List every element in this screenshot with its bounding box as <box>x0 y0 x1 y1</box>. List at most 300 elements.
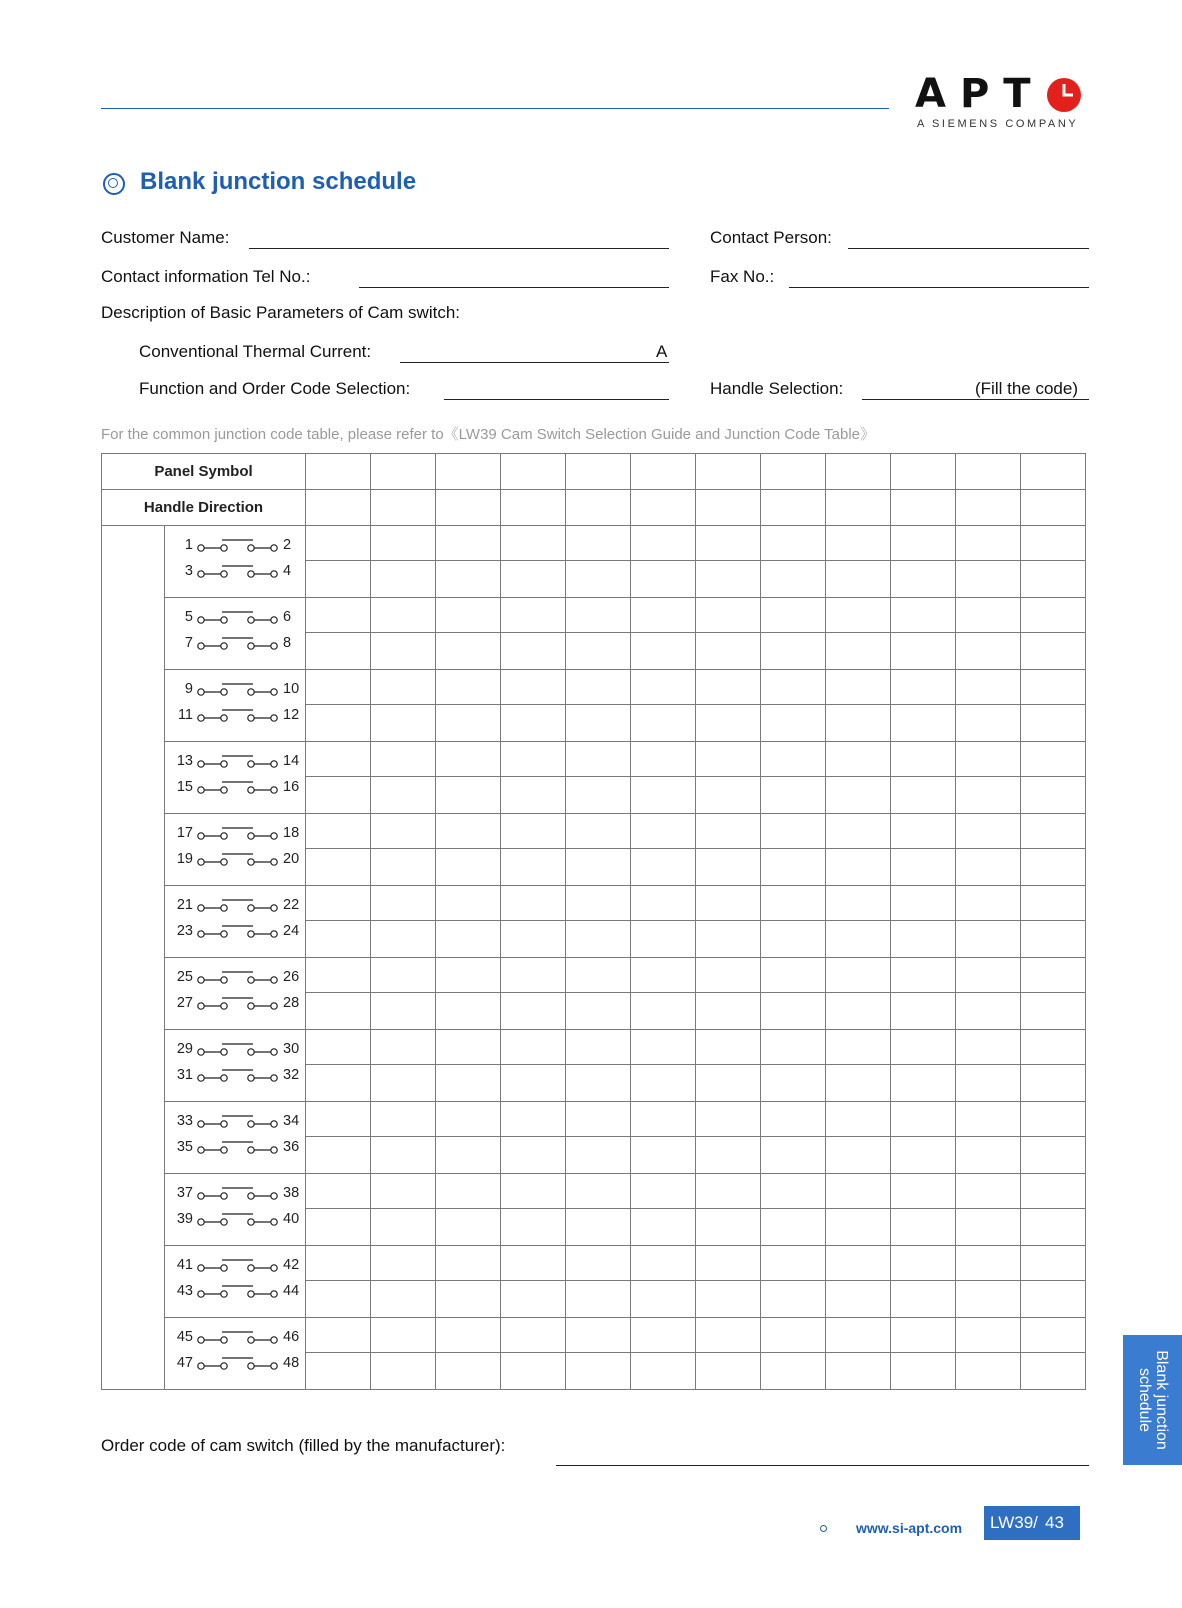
schedule-cell[interactable] <box>696 1318 761 1353</box>
schedule-cell[interactable] <box>436 849 501 886</box>
schedule-cell[interactable] <box>306 1281 371 1318</box>
schedule-cell[interactable] <box>761 1102 826 1137</box>
schedule-cell[interactable] <box>761 561 826 598</box>
schedule-cell[interactable] <box>436 1318 501 1353</box>
schedule-cell[interactable] <box>371 1030 436 1065</box>
schedule-cell[interactable] <box>306 1246 371 1281</box>
schedule-cell[interactable] <box>1021 958 1086 993</box>
schedule-cell[interactable] <box>696 1174 761 1209</box>
schedule-cell[interactable] <box>826 633 891 670</box>
schedule-cell[interactable] <box>696 1353 761 1390</box>
schedule-cell[interactable] <box>891 561 956 598</box>
schedule-cell[interactable] <box>696 670 761 705</box>
schedule-cell[interactable] <box>696 633 761 670</box>
schedule-cell[interactable] <box>371 921 436 958</box>
schedule-cell[interactable] <box>631 777 696 814</box>
schedule-cell[interactable] <box>631 1209 696 1246</box>
schedule-cell[interactable] <box>1021 1174 1086 1209</box>
schedule-cell[interactable] <box>371 1174 436 1209</box>
schedule-cell[interactable] <box>501 993 566 1030</box>
schedule-cell[interactable] <box>631 490 696 526</box>
schedule-cell[interactable] <box>436 526 501 561</box>
schedule-cell[interactable] <box>436 1209 501 1246</box>
schedule-cell[interactable] <box>436 598 501 633</box>
schedule-cell[interactable] <box>761 1030 826 1065</box>
schedule-cell[interactable] <box>826 490 891 526</box>
schedule-cell[interactable] <box>891 993 956 1030</box>
schedule-cell[interactable] <box>631 886 696 921</box>
schedule-cell[interactable] <box>566 777 631 814</box>
schedule-cell[interactable] <box>371 1102 436 1137</box>
schedule-cell[interactable] <box>306 1065 371 1102</box>
schedule-cell[interactable] <box>696 993 761 1030</box>
schedule-cell[interactable] <box>501 705 566 742</box>
schedule-cell[interactable] <box>761 886 826 921</box>
schedule-cell[interactable] <box>436 777 501 814</box>
schedule-cell[interactable] <box>891 526 956 561</box>
schedule-cell[interactable] <box>371 849 436 886</box>
schedule-cell[interactable] <box>956 705 1021 742</box>
schedule-cell[interactable] <box>696 777 761 814</box>
schedule-cell[interactable] <box>371 705 436 742</box>
schedule-cell[interactable] <box>891 886 956 921</box>
schedule-cell[interactable] <box>566 921 631 958</box>
schedule-cell[interactable] <box>631 1174 696 1209</box>
schedule-cell[interactable] <box>501 1174 566 1209</box>
schedule-cell[interactable] <box>501 670 566 705</box>
schedule-cell[interactable] <box>566 598 631 633</box>
schedule-cell[interactable] <box>1021 921 1086 958</box>
schedule-cell[interactable] <box>956 490 1021 526</box>
schedule-cell[interactable] <box>501 490 566 526</box>
footer-url[interactable]: www.si-apt.com <box>856 1520 963 1536</box>
schedule-cell[interactable] <box>696 1102 761 1137</box>
schedule-cell[interactable] <box>826 1246 891 1281</box>
schedule-cell[interactable] <box>696 705 761 742</box>
schedule-cell[interactable] <box>566 490 631 526</box>
schedule-cell[interactable] <box>306 921 371 958</box>
schedule-cell[interactable] <box>306 670 371 705</box>
schedule-cell[interactable] <box>371 993 436 1030</box>
schedule-cell[interactable] <box>501 886 566 921</box>
schedule-cell[interactable] <box>696 454 761 490</box>
schedule-cell[interactable] <box>631 1281 696 1318</box>
schedule-cell[interactable] <box>761 1209 826 1246</box>
schedule-cell[interactable] <box>826 598 891 633</box>
schedule-cell[interactable] <box>306 958 371 993</box>
schedule-cell[interactable] <box>371 1318 436 1353</box>
schedule-cell[interactable] <box>436 1281 501 1318</box>
schedule-cell[interactable] <box>1021 1318 1086 1353</box>
schedule-cell[interactable] <box>761 633 826 670</box>
schedule-cell[interactable] <box>1021 670 1086 705</box>
schedule-cell[interactable] <box>631 921 696 958</box>
schedule-cell[interactable] <box>696 1246 761 1281</box>
schedule-cell[interactable] <box>566 454 631 490</box>
schedule-cell[interactable] <box>891 1209 956 1246</box>
schedule-cell[interactable] <box>826 849 891 886</box>
schedule-cell[interactable] <box>566 1281 631 1318</box>
schedule-cell[interactable] <box>371 561 436 598</box>
schedule-cell[interactable] <box>826 561 891 598</box>
schedule-cell[interactable] <box>631 1065 696 1102</box>
schedule-cell[interactable] <box>1021 886 1086 921</box>
schedule-cell[interactable] <box>631 1102 696 1137</box>
schedule-cell[interactable] <box>306 849 371 886</box>
schedule-cell[interactable] <box>696 849 761 886</box>
schedule-cell[interactable] <box>891 1318 956 1353</box>
schedule-cell[interactable] <box>371 454 436 490</box>
schedule-cell[interactable] <box>696 598 761 633</box>
schedule-cell[interactable] <box>631 454 696 490</box>
schedule-cell[interactable] <box>956 454 1021 490</box>
schedule-cell[interactable] <box>631 1246 696 1281</box>
schedule-cell[interactable] <box>826 1065 891 1102</box>
schedule-cell[interactable] <box>761 921 826 958</box>
schedule-cell[interactable] <box>436 561 501 598</box>
schedule-cell[interactable] <box>306 1174 371 1209</box>
schedule-cell[interactable] <box>501 958 566 993</box>
schedule-cell[interactable] <box>436 1353 501 1390</box>
schedule-cell[interactable] <box>436 921 501 958</box>
schedule-cell[interactable] <box>501 1353 566 1390</box>
schedule-cell[interactable] <box>631 1030 696 1065</box>
schedule-cell[interactable] <box>436 742 501 777</box>
schedule-cell[interactable] <box>1021 454 1086 490</box>
schedule-cell[interactable] <box>566 958 631 993</box>
schedule-cell[interactable] <box>501 1137 566 1174</box>
schedule-cell[interactable] <box>371 1281 436 1318</box>
schedule-cell[interactable] <box>956 814 1021 849</box>
schedule-cell[interactable] <box>631 705 696 742</box>
schedule-cell[interactable] <box>826 1353 891 1390</box>
schedule-cell[interactable] <box>631 670 696 705</box>
schedule-cell[interactable] <box>306 742 371 777</box>
schedule-cell[interactable] <box>826 1281 891 1318</box>
schedule-cell[interactable] <box>956 993 1021 1030</box>
schedule-cell[interactable] <box>306 1353 371 1390</box>
schedule-cell[interactable] <box>566 705 631 742</box>
schedule-cell[interactable] <box>761 1246 826 1281</box>
contact-person-field[interactable] <box>848 228 1089 249</box>
schedule-cell[interactable] <box>631 561 696 598</box>
schedule-cell[interactable] <box>371 814 436 849</box>
schedule-cell[interactable] <box>696 814 761 849</box>
schedule-cell[interactable] <box>696 561 761 598</box>
schedule-cell[interactable] <box>956 886 1021 921</box>
schedule-cell[interactable] <box>436 670 501 705</box>
schedule-cell[interactable] <box>566 1102 631 1137</box>
schedule-cell[interactable] <box>566 849 631 886</box>
schedule-cell[interactable] <box>566 814 631 849</box>
schedule-cell[interactable] <box>696 886 761 921</box>
schedule-cell[interactable] <box>631 1318 696 1353</box>
schedule-cell[interactable] <box>696 742 761 777</box>
schedule-cell[interactable] <box>501 849 566 886</box>
schedule-cell[interactable] <box>956 1246 1021 1281</box>
schedule-cell[interactable] <box>956 958 1021 993</box>
schedule-cell[interactable] <box>1021 1065 1086 1102</box>
schedule-cell[interactable] <box>1021 1030 1086 1065</box>
schedule-cell[interactable] <box>761 1281 826 1318</box>
schedule-cell[interactable] <box>436 958 501 993</box>
schedule-cell[interactable] <box>696 1281 761 1318</box>
schedule-cell[interactable] <box>891 1030 956 1065</box>
schedule-cell[interactable] <box>566 526 631 561</box>
schedule-cell[interactable] <box>1021 993 1086 1030</box>
schedule-cell[interactable] <box>436 1030 501 1065</box>
schedule-cell[interactable] <box>306 1102 371 1137</box>
schedule-cell[interactable] <box>826 670 891 705</box>
schedule-cell[interactable] <box>761 670 826 705</box>
schedule-cell[interactable] <box>826 742 891 777</box>
schedule-cell[interactable] <box>956 1102 1021 1137</box>
schedule-cell[interactable] <box>566 993 631 1030</box>
schedule-cell[interactable] <box>891 742 956 777</box>
schedule-cell[interactable] <box>566 886 631 921</box>
schedule-cell[interactable] <box>956 1318 1021 1353</box>
schedule-cell[interactable] <box>631 526 696 561</box>
schedule-cell[interactable] <box>1021 1209 1086 1246</box>
schedule-cell[interactable] <box>956 1209 1021 1246</box>
schedule-cell[interactable] <box>566 1246 631 1281</box>
schedule-cell[interactable] <box>826 705 891 742</box>
schedule-cell[interactable] <box>436 490 501 526</box>
schedule-cell[interactable] <box>1021 1281 1086 1318</box>
schedule-cell[interactable] <box>891 921 956 958</box>
schedule-cell[interactable] <box>761 849 826 886</box>
schedule-cell[interactable] <box>956 777 1021 814</box>
schedule-cell[interactable] <box>761 1174 826 1209</box>
schedule-cell[interactable] <box>631 993 696 1030</box>
schedule-cell[interactable] <box>1021 849 1086 886</box>
schedule-cell[interactable] <box>956 1281 1021 1318</box>
schedule-cell[interactable] <box>1021 598 1086 633</box>
schedule-cell[interactable] <box>631 633 696 670</box>
schedule-cell[interactable] <box>566 1318 631 1353</box>
schedule-cell[interactable] <box>501 526 566 561</box>
schedule-cell[interactable] <box>371 958 436 993</box>
schedule-cell[interactable] <box>956 849 1021 886</box>
schedule-cell[interactable] <box>696 526 761 561</box>
schedule-cell[interactable] <box>306 454 371 490</box>
schedule-cell[interactable] <box>1021 490 1086 526</box>
schedule-cell[interactable] <box>566 742 631 777</box>
schedule-cell[interactable] <box>891 1102 956 1137</box>
schedule-cell[interactable] <box>1021 742 1086 777</box>
schedule-cell[interactable] <box>501 1065 566 1102</box>
schedule-cell[interactable] <box>761 993 826 1030</box>
schedule-cell[interactable] <box>501 1209 566 1246</box>
schedule-cell[interactable] <box>891 1174 956 1209</box>
schedule-cell[interactable] <box>501 921 566 958</box>
schedule-cell[interactable] <box>826 1174 891 1209</box>
schedule-cell[interactable] <box>956 670 1021 705</box>
schedule-cell[interactable] <box>1021 1137 1086 1174</box>
schedule-cell[interactable] <box>436 886 501 921</box>
schedule-cell[interactable] <box>761 1065 826 1102</box>
schedule-cell[interactable] <box>891 598 956 633</box>
schedule-cell[interactable] <box>371 1137 436 1174</box>
schedule-cell[interactable] <box>631 814 696 849</box>
schedule-cell[interactable] <box>306 993 371 1030</box>
schedule-cell[interactable] <box>501 1246 566 1281</box>
schedule-cell[interactable] <box>1021 561 1086 598</box>
schedule-cell[interactable] <box>371 742 436 777</box>
schedule-cell[interactable] <box>956 1174 1021 1209</box>
schedule-cell[interactable] <box>956 1353 1021 1390</box>
schedule-cell[interactable] <box>501 1030 566 1065</box>
schedule-cell[interactable] <box>371 670 436 705</box>
schedule-cell[interactable] <box>826 777 891 814</box>
fax-field[interactable] <box>789 267 1089 288</box>
schedule-cell[interactable] <box>371 1246 436 1281</box>
schedule-cell[interactable] <box>566 1174 631 1209</box>
schedule-cell[interactable] <box>501 814 566 849</box>
schedule-cell[interactable] <box>696 958 761 993</box>
schedule-cell[interactable] <box>891 1065 956 1102</box>
schedule-cell[interactable] <box>761 777 826 814</box>
schedule-cell[interactable] <box>501 633 566 670</box>
schedule-cell[interactable] <box>566 1209 631 1246</box>
schedule-cell[interactable] <box>501 598 566 633</box>
schedule-cell[interactable] <box>891 633 956 670</box>
schedule-cell[interactable] <box>891 958 956 993</box>
schedule-cell[interactable] <box>1021 1353 1086 1390</box>
schedule-cell[interactable] <box>371 1065 436 1102</box>
schedule-cell[interactable] <box>501 777 566 814</box>
schedule-cell[interactable] <box>956 561 1021 598</box>
schedule-cell[interactable] <box>956 1137 1021 1174</box>
schedule-cell[interactable] <box>631 1137 696 1174</box>
schedule-cell[interactable] <box>371 490 436 526</box>
schedule-cell[interactable] <box>1021 705 1086 742</box>
schedule-cell[interactable] <box>306 886 371 921</box>
schedule-cell[interactable] <box>891 814 956 849</box>
schedule-cell[interactable] <box>501 561 566 598</box>
schedule-cell[interactable] <box>826 1030 891 1065</box>
schedule-cell[interactable] <box>306 777 371 814</box>
schedule-cell[interactable] <box>566 633 631 670</box>
schedule-cell[interactable] <box>696 1065 761 1102</box>
schedule-cell[interactable] <box>956 921 1021 958</box>
schedule-cell[interactable] <box>436 814 501 849</box>
schedule-cell[interactable] <box>826 1209 891 1246</box>
schedule-cell[interactable] <box>891 1281 956 1318</box>
schedule-cell[interactable] <box>566 670 631 705</box>
schedule-cell[interactable] <box>956 526 1021 561</box>
schedule-cell[interactable] <box>891 777 956 814</box>
schedule-cell[interactable] <box>306 598 371 633</box>
schedule-cell[interactable] <box>631 849 696 886</box>
schedule-cell[interactable] <box>1021 526 1086 561</box>
schedule-cell[interactable] <box>566 1030 631 1065</box>
schedule-cell[interactable] <box>1021 1246 1086 1281</box>
schedule-cell[interactable] <box>761 598 826 633</box>
schedule-cell[interactable] <box>1021 814 1086 849</box>
schedule-cell[interactable] <box>761 1137 826 1174</box>
thermal-current-field[interactable] <box>400 342 669 363</box>
schedule-cell[interactable] <box>501 454 566 490</box>
schedule-cell[interactable] <box>826 958 891 993</box>
schedule-cell[interactable] <box>761 1353 826 1390</box>
schedule-cell[interactable] <box>371 1209 436 1246</box>
schedule-cell[interactable] <box>826 1318 891 1353</box>
schedule-cell[interactable] <box>956 1065 1021 1102</box>
schedule-cell[interactable] <box>696 490 761 526</box>
schedule-cell[interactable] <box>436 1137 501 1174</box>
schedule-cell[interactable] <box>306 1137 371 1174</box>
schedule-cell[interactable] <box>566 1065 631 1102</box>
schedule-cell[interactable] <box>501 1102 566 1137</box>
schedule-cell[interactable] <box>501 1281 566 1318</box>
schedule-cell[interactable] <box>1021 777 1086 814</box>
schedule-cell[interactable] <box>761 742 826 777</box>
schedule-cell[interactable] <box>371 1353 436 1390</box>
schedule-cell[interactable] <box>891 1137 956 1174</box>
schedule-cell[interactable] <box>696 1030 761 1065</box>
schedule-cell[interactable] <box>371 777 436 814</box>
schedule-cell[interactable] <box>566 1353 631 1390</box>
schedule-cell[interactable] <box>761 454 826 490</box>
schedule-cell[interactable] <box>306 633 371 670</box>
schedule-cell[interactable] <box>306 705 371 742</box>
schedule-cell[interactable] <box>371 526 436 561</box>
schedule-cell[interactable] <box>306 1318 371 1353</box>
schedule-cell[interactable] <box>501 742 566 777</box>
schedule-cell[interactable] <box>436 993 501 1030</box>
schedule-cell[interactable] <box>371 598 436 633</box>
schedule-cell[interactable] <box>826 886 891 921</box>
schedule-cell[interactable] <box>826 526 891 561</box>
schedule-cell[interactable] <box>306 561 371 598</box>
schedule-cell[interactable] <box>761 490 826 526</box>
schedule-cell[interactable] <box>891 1246 956 1281</box>
schedule-cell[interactable] <box>631 598 696 633</box>
function-code-field[interactable] <box>444 379 669 400</box>
schedule-cell[interactable] <box>371 886 436 921</box>
schedule-cell[interactable] <box>1021 633 1086 670</box>
schedule-cell[interactable] <box>956 598 1021 633</box>
schedule-cell[interactable] <box>306 526 371 561</box>
schedule-cell[interactable] <box>1021 1102 1086 1137</box>
schedule-cell[interactable] <box>761 526 826 561</box>
schedule-cell[interactable] <box>891 670 956 705</box>
tel-field[interactable] <box>359 267 669 288</box>
schedule-cell[interactable] <box>436 1246 501 1281</box>
schedule-cell[interactable] <box>696 1209 761 1246</box>
schedule-cell[interactable] <box>826 454 891 490</box>
schedule-cell[interactable] <box>696 1137 761 1174</box>
schedule-cell[interactable] <box>761 958 826 993</box>
schedule-cell[interactable] <box>826 921 891 958</box>
schedule-cell[interactable] <box>631 1353 696 1390</box>
schedule-cell[interactable] <box>436 633 501 670</box>
schedule-cell[interactable] <box>306 814 371 849</box>
schedule-cell[interactable] <box>306 1209 371 1246</box>
schedule-cell[interactable] <box>436 705 501 742</box>
schedule-cell[interactable] <box>566 1137 631 1174</box>
schedule-cell[interactable] <box>891 490 956 526</box>
schedule-cell[interactable] <box>891 1353 956 1390</box>
schedule-cell[interactable] <box>956 1030 1021 1065</box>
schedule-cell[interactable] <box>826 1102 891 1137</box>
schedule-cell[interactable] <box>696 921 761 958</box>
schedule-cell[interactable] <box>826 814 891 849</box>
schedule-cell[interactable] <box>826 993 891 1030</box>
customer-name-field[interactable] <box>249 228 669 249</box>
schedule-cell[interactable] <box>306 490 371 526</box>
